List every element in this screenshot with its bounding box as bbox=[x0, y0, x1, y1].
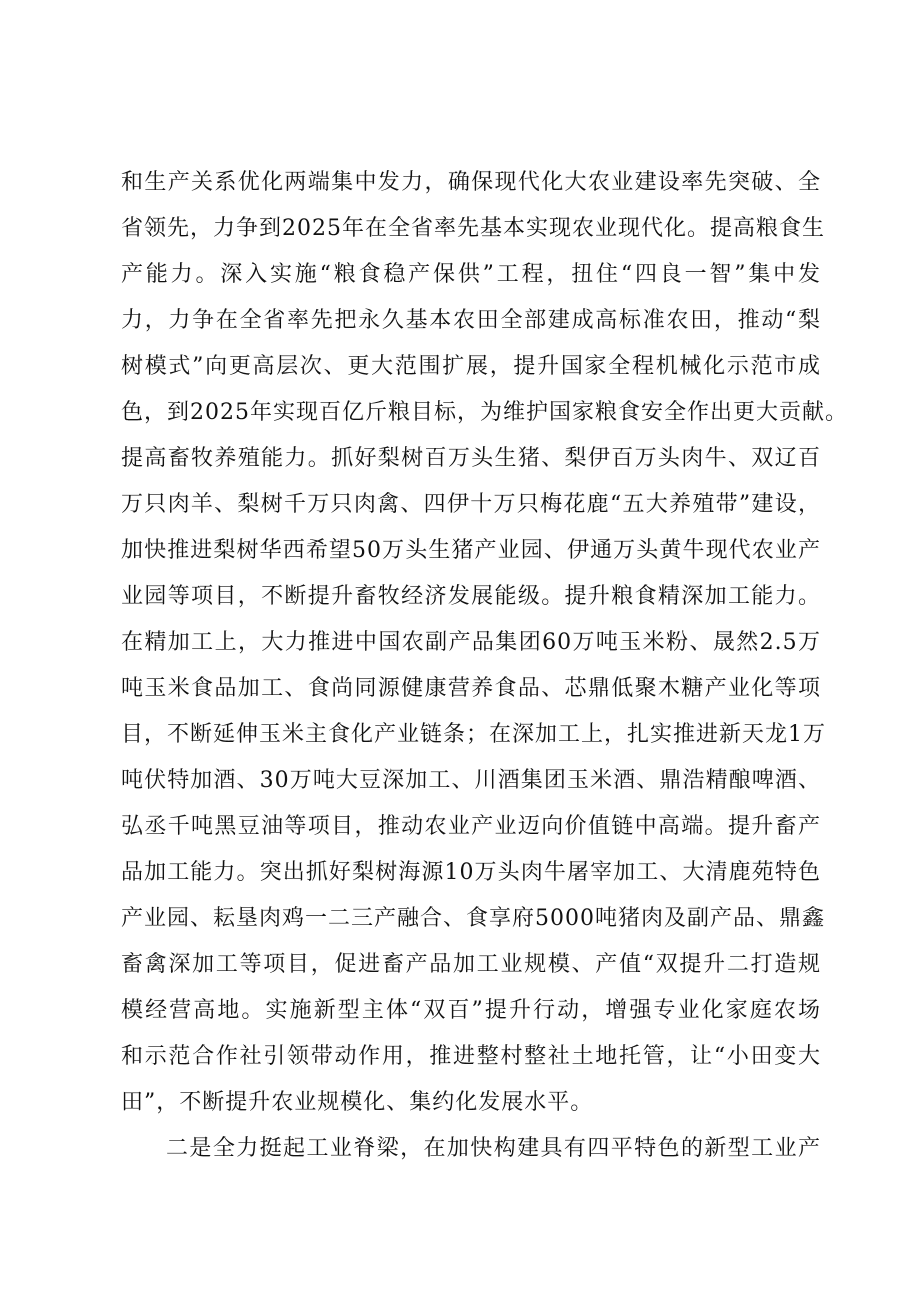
text-line: 色，到2025年实现百亿斤粮目标，为维护国家粮食安全作出更大贡献。 bbox=[121, 400, 848, 425]
text-line: 万只肉羊、梨树千万只肉禽、四伊十万只梅花鹿“五大养殖带”建设， bbox=[121, 492, 821, 517]
text-line: 加快推进梨树华西希望50万头生猪产业园、伊通万头黄牛现代农业产 bbox=[121, 538, 821, 563]
text-line: 树模式”向更高层次、更大范围扩展，提升国家全程机械化示范市成 bbox=[121, 354, 821, 379]
text-line: 品加工能力。突出抓好梨树海源10万头肉牛屠宰加工、大清鹿苑特色 bbox=[121, 860, 821, 885]
paragraph-first-line: 二是全力挺起工业脊梁，在加快构建具有四平特色的新型工业产 bbox=[166, 1136, 821, 1161]
text-line: 和生产关系优化两端集中发力，确保现代化大农业建设率先突破、全 bbox=[121, 170, 821, 195]
text-line: 在精加工上，大力推进中国农副产品集团60万吨玉米粉、晟然2.5万 bbox=[121, 630, 821, 655]
text-line: 产能力。深入实施“粮食稳产保供”工程，扭住“四良一智”集中发 bbox=[121, 262, 821, 287]
text-line: 吨玉米食品加工、食尚同源健康营养食品、芯鼎低聚木糖产业化等项 bbox=[121, 676, 821, 701]
text-line: 畜禽深加工等项目，促进畜产品加工业规模、产值“双提升二打造规 bbox=[121, 952, 821, 977]
text-line: 产业园、耘垦肉鸡一二三产融合、食享府5000吨猪肉及副产品、鼎鑫 bbox=[121, 906, 825, 931]
text-line: 业园等项目，不断提升畜牧经济发展能级。提升粮食精深加工能力。 bbox=[121, 584, 821, 609]
text-line: 弘丞千吨黑豆油等项目，推动农业产业迈向价值链中高端。提升畜产 bbox=[121, 814, 821, 839]
text-line: 目，不断延伸玉米主食化产业链条；在深加工上，扎实推进新天龙1万 bbox=[121, 722, 826, 747]
text-line: 模经营高地。实施新型主体“双百”提升行动，增强专业化家庭农场 bbox=[121, 998, 821, 1023]
text-line: 省领先，力争到2025年在全省率先基本实现农业现代化。提高粮食生 bbox=[121, 216, 825, 241]
text-line: 和示范合作社引领带动作用，推进整村整社土地托管，让“小田变大 bbox=[121, 1044, 821, 1069]
text-line: 田”，不断提升农业规模化、集约化发展水平。 bbox=[121, 1090, 594, 1115]
text-line: 力，力争在全省率先把永久基本农田全部建成高标准农田，推动“梨 bbox=[121, 308, 821, 333]
text-line: 吨伏特加酒、30万吨大豆深加工、川酒集团玉米酒、鼎浩精酿啤酒、 bbox=[121, 768, 821, 793]
text-line: 提高畜牧养殖能力。抓好梨树百万头生猪、梨伊百万头肉牛、双辽百 bbox=[121, 446, 821, 471]
